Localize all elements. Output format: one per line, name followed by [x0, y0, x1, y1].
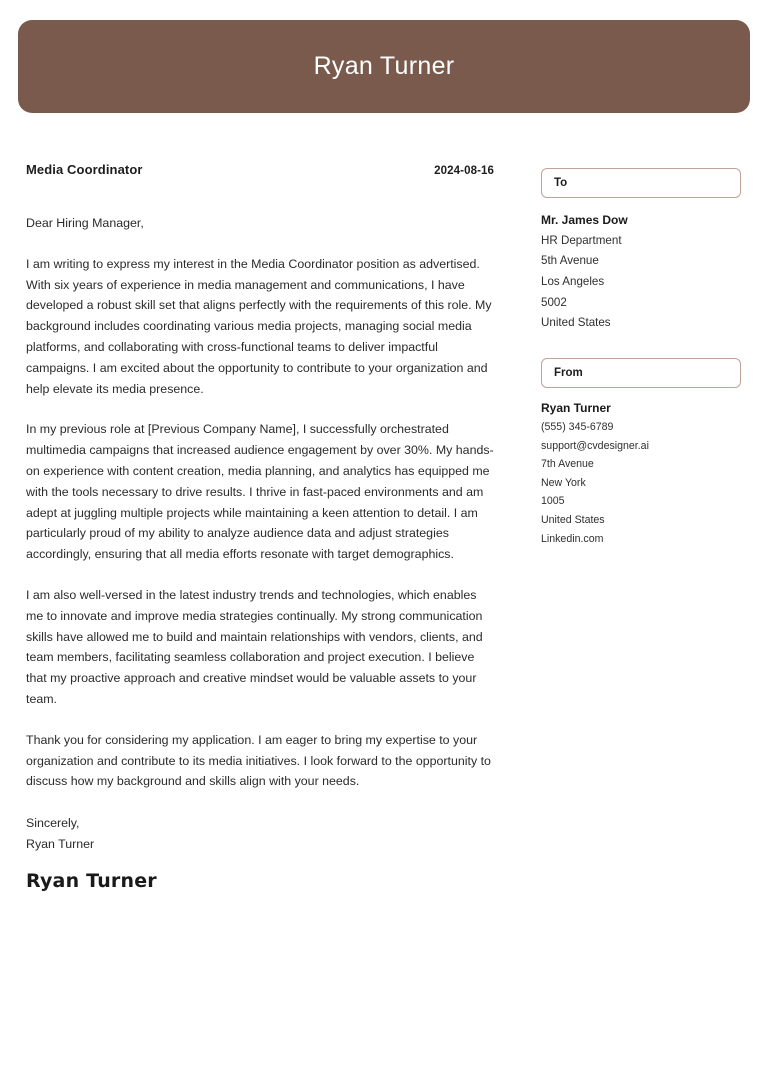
sender-name: Ryan Turner [541, 401, 611, 416]
sender-line: New York [541, 476, 586, 489]
closing-block [26, 813, 494, 855]
letter-paragraph: I am writing to express my interest in the Media Coordinator position as advertised. With six years of experience in media management and communications, I have developed a robust skill set that aligns perfectly with the requirements of this role. My background includes coordinating various media projects, managing social media platforms, and collaborating with cross-functional teams to deliver impactful campaigns. I am excited about the opportunity to contribute to your organization and help elevate its media presence. [26, 256, 492, 396]
sender-line: (555) 345-6789 [541, 421, 614, 434]
sender-block [541, 399, 741, 548]
letter-paragraph: I am also well-versed in the latest industry trends and technologies, which enables me to innovate and improve media strategies continually. My strong communication skills have allowed me to build and maintain relationships with vendors, clients, and team members, facilitating seamless collaboration and project execution. I believe that my proactive approach and creative mindset would be valuable assets to your team. [26, 587, 483, 706]
recipient-line: 5002 [541, 295, 567, 309]
sender-chip [541, 358, 741, 388]
signature: Ryan Turner [26, 869, 157, 892]
sender-line: 7th Avenue [541, 458, 594, 471]
sender-line: United States [541, 513, 605, 526]
closing-phrase: Sincerely, [26, 816, 80, 831]
recipient-name: Mr. James Dow [541, 213, 628, 227]
recipient-chip-label: To [554, 177, 568, 189]
header-name: Ryan Turner [313, 52, 455, 80]
letter-date: 2024-08-16 [434, 165, 494, 177]
recipient-block [541, 210, 741, 334]
job-title: Media Coordinator [26, 162, 143, 177]
address-column [541, 168, 741, 548]
letter-header-row [26, 162, 494, 177]
recipient-chip [541, 168, 741, 198]
letter-paragraph: In my previous role at [Previous Company Name], I successfully orchestrated multimedia campaigns that increased audience engagement by over 30%. My hands-on experience with content creation, media planning, and analytics has equipped me with the tools necessary to drive results. I thrive in fast-paced environments and am adept at juggling multiple projects while maintaining a keen attention to detail. I am particularly proud of my ability to analyze audience data and adjust strategies accordingly, ensuring that all media efforts resonate with target demographics. [26, 422, 494, 562]
salutation: Dear Hiring Manager, [26, 216, 144, 230]
header-banner [18, 20, 750, 113]
closing-name: Ryan Turner [26, 836, 95, 851]
letter-column [26, 162, 494, 892]
recipient-line: HR Department [541, 233, 622, 247]
recipient-line: Los Angeles [541, 274, 605, 288]
recipient-line: United States [541, 316, 611, 330]
letter-paragraph: Thank you for considering my application. I am eager to bring my expertise to your organization and contribute to its media initiatives. I look forward to the opportunity to discuss how my background and skills align with your needs. [26, 732, 491, 789]
recipient-line: 5th Avenue [541, 254, 599, 268]
sender-line: 1005 [541, 495, 565, 508]
sender-chip-label: From [554, 367, 583, 380]
sender-line: Linkedin.com [541, 532, 604, 545]
sender-line: support@cvdesigner.ai [541, 439, 649, 452]
